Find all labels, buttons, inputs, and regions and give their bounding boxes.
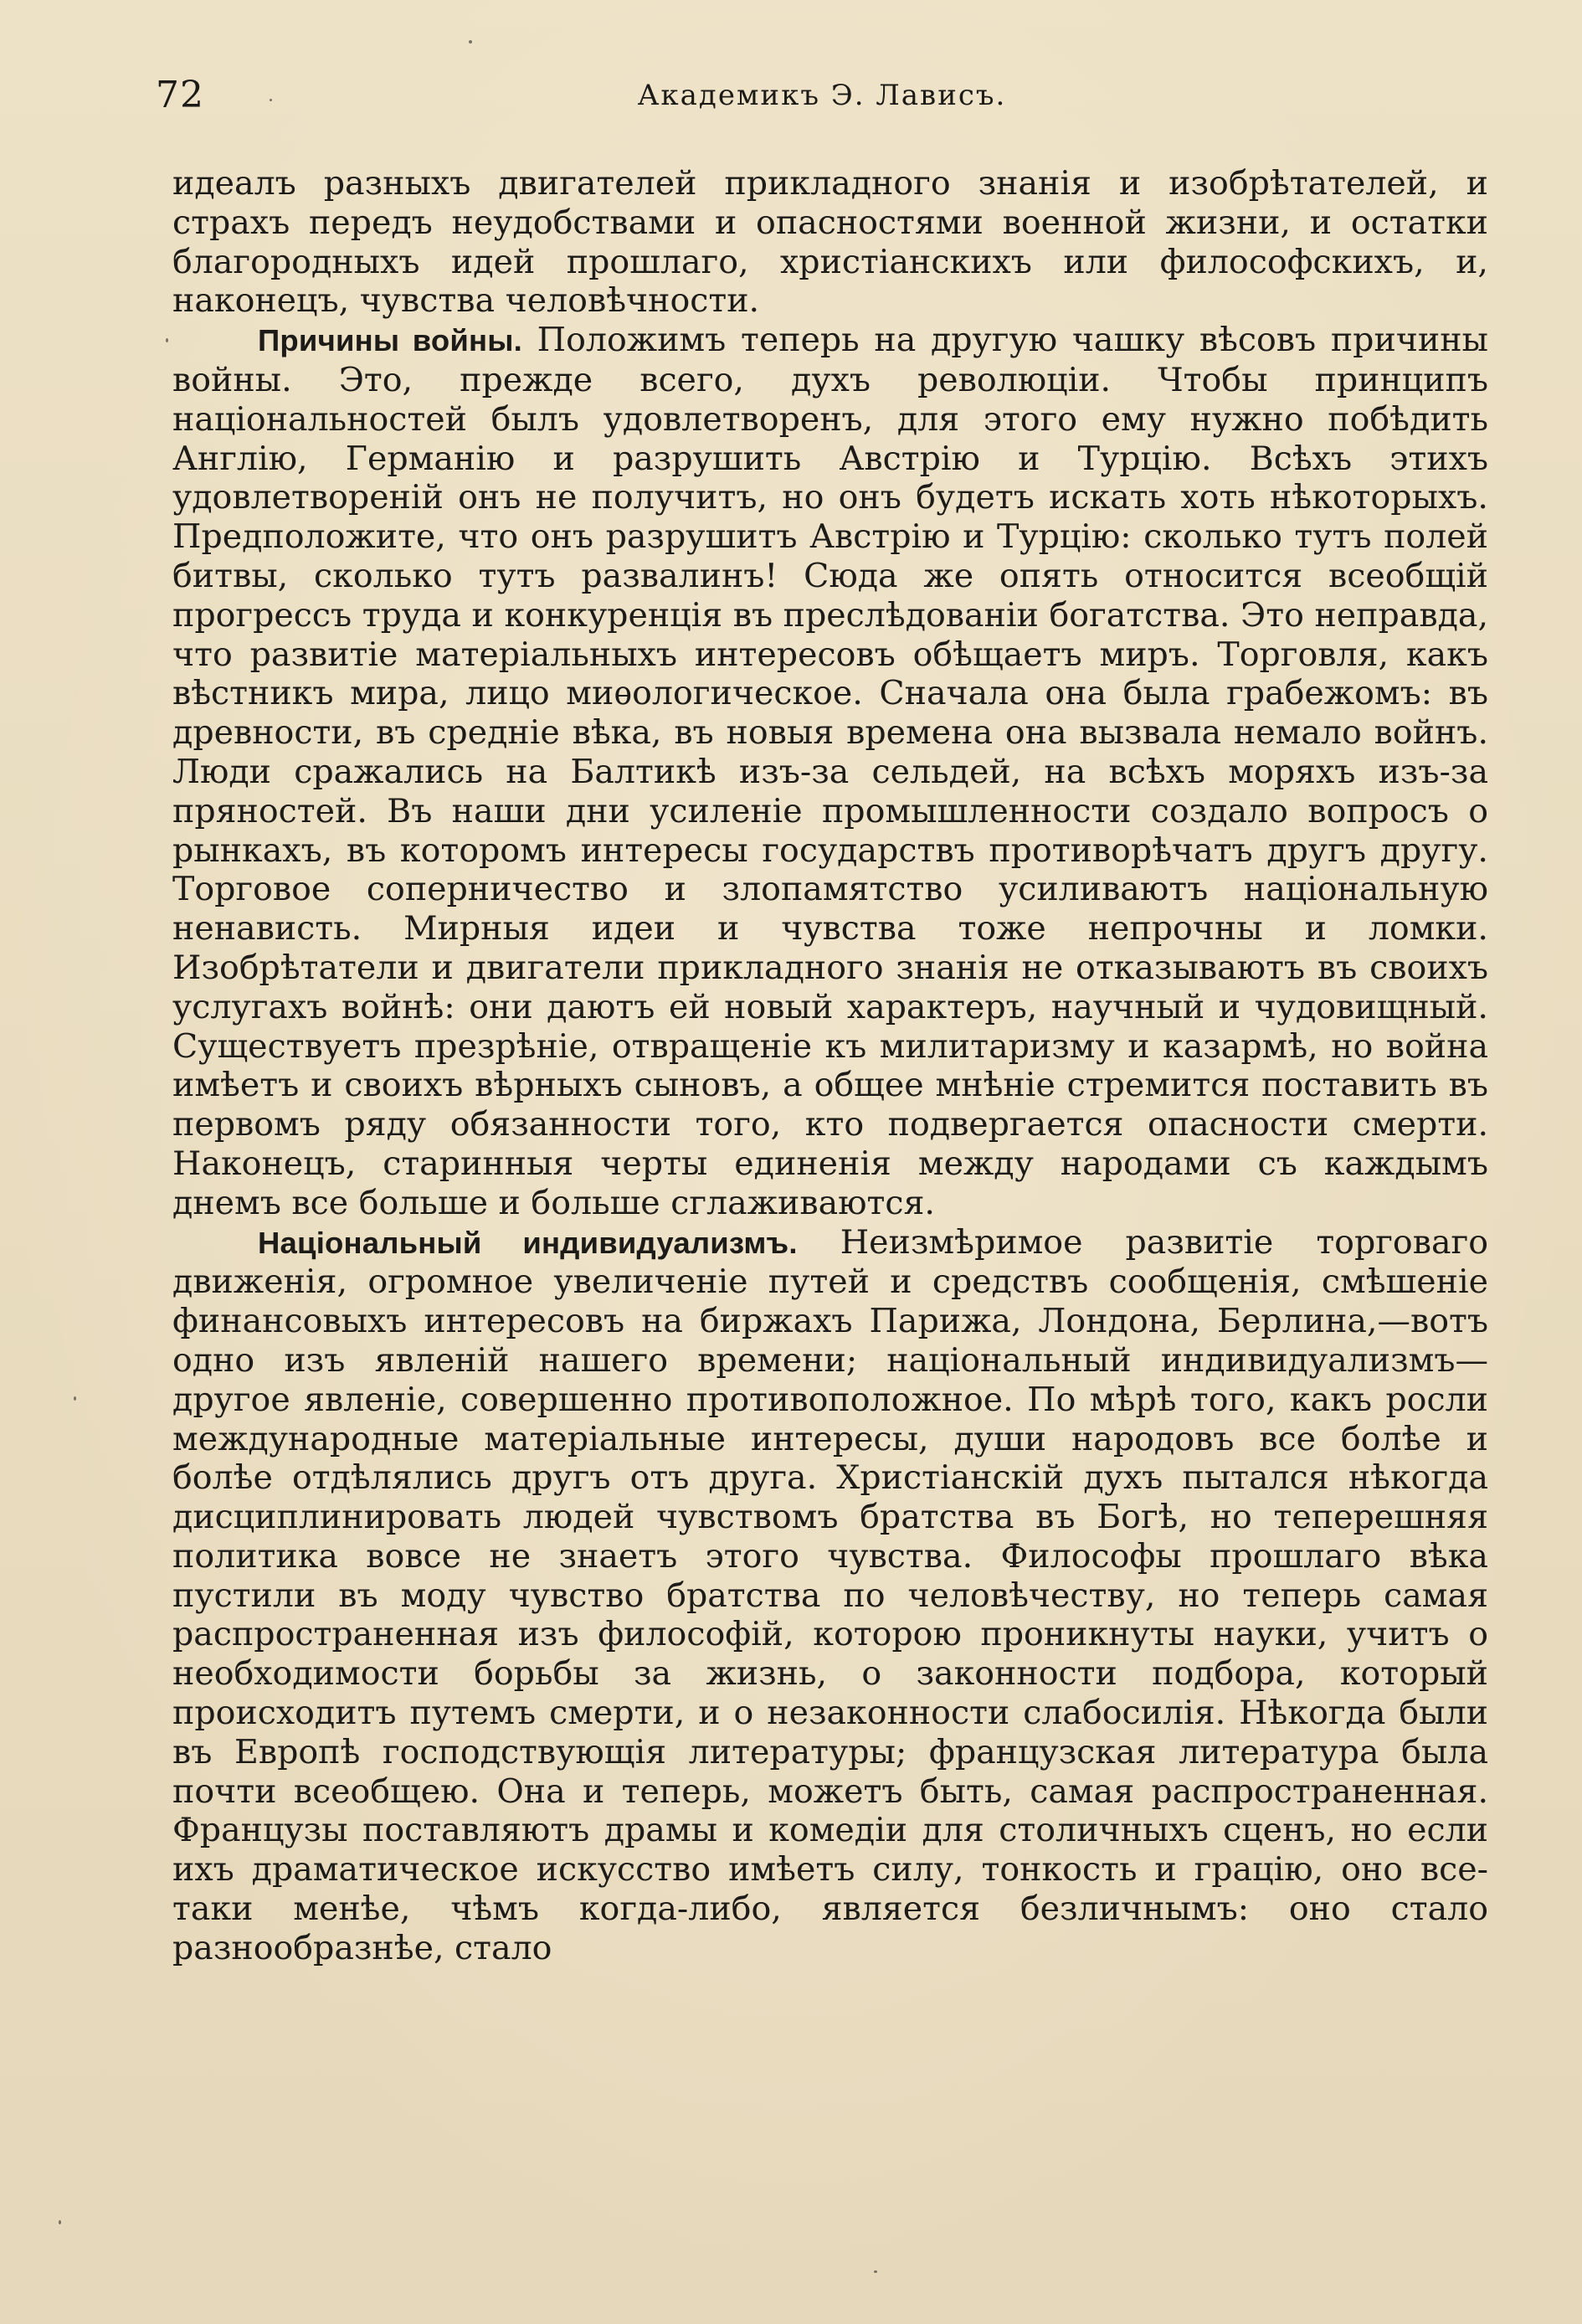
paragraph-text: Неизмѣримое развитіе торговаго движенія, огромное увеличеніе путей и средствъ сообщенія, смѣшеніе финансовыхъ интересовъ на биржахъ Парижа, Лондона, Берлина,—вотъ одно изъ явленій нашего времени; національный индивидуализмъ—другое явленіе, совершенно противоположное. По мѣрѣ того, какъ росли международные матеріальные интересы, души народовъ все болѣе и болѣе отдѣлялись другъ отъ друга. Христіанскій духъ пытался нѣкогда дисциплинировать людей чувствомъ братства въ Богѣ, но теперешняя политика вовсе не знаетъ этого чувства. Философы прошлаго вѣка пустили въ моду чувство братства по человѣчеству, но теперь самая распространенная изъ философій, которою проникнуты науки, учитъ о необходимости борьбы за жизнь, о законности подбора, который происходитъ путемъ смерти, и о незаконности слабосилія. Нѣкогда были въ Европѣ господствующія литературы; французская литература была почти всеобщею. Она и теперь, можетъ быть, самая распространенная. Французы поставляютъ драмы и комедіи для столичныхъ сценъ, но если ихъ драматическое искусство имѣетъ силу, тонкость и грацію, оно все-таки менѣе, чѣмъ когда-либо, является безличнымъ: оно стало разнообразнѣе, стало xyxy=(172,1222,1488,1967)
running-title: Академикъ Э. Лависъ. xyxy=(637,79,1007,112)
page-number: 72 xyxy=(156,74,204,116)
paragraph-text: Положимъ теперь на другую чашку вѣсовъ причины войны. Это, прежде всего, духъ революціи. Чтобы принципъ національностей былъ удовлетворенъ, для этого ему нужно побѣдить Англію, Германію и разрушить Австрію и Турцію. Всѣхъ этихъ удовлетвореній онъ не получитъ, но онъ будетъ искать хоть нѣкоторыхъ. Предположите, что онъ разрушитъ Австрію и Турцію: сколько тутъ полей битвы, сколько тутъ развалинъ! Сюда же опять относится всеобщій прогрессъ труда и конкуренція въ преслѣдованіи богатства. Это неправда, что развитіе матеріальныхъ интересовъ обѣщаетъ миръ. Торговля, какъ вѣстникъ мира, лицо миѳологическое. Сначала она была грабежомъ: въ древности, въ средніе вѣка, въ новыя времена она вызвала немало войнъ. Люди сражались на Балтикѣ изъ-за сельдей, на всѣхъ моряхъ изъ-за пряностей. Въ наши дни усиленіе промышленности создало вопросъ о рынкахъ, въ которомъ интересы государствъ противорѣчатъ другъ другу. Торговое соперничество и злопамятство усиливаютъ національную ненависть. Мирныя идеи и чувства тоже непрочны и ломки. Изобрѣтатели и двигатели прикладного знанія не отказываютъ въ своихъ услугахъ войнѣ: они даютъ ей новый характеръ, научный и чудовищный. Существуетъ презрѣніе, отвращеніе къ милитаризму и казармѣ, но война имѣетъ и своихъ вѣрныхъ сыновъ, а общее мнѣніе стремится поставить въ первомъ ряду обязанности того, кто подвергается опасности смерти. Наконецъ, старинныя черты единенія между народами съ каждымъ днемъ все больше и больше сглаживаются. xyxy=(172,321,1488,1222)
paper-speck xyxy=(469,40,472,44)
paper-speck xyxy=(74,1396,76,1401)
rubric-national-individualism: Національный индивидуализмъ. xyxy=(258,1225,798,1260)
body-text xyxy=(172,164,1488,1968)
paper-speck xyxy=(59,2220,61,2224)
paper-speck xyxy=(166,338,168,342)
paragraph-causes-of-war xyxy=(172,321,1488,1222)
paper-speck xyxy=(270,99,272,101)
paper-speck xyxy=(874,2270,877,2273)
paragraph-national-individualism xyxy=(172,1223,1488,1968)
rubric-causes-of-war: Причины войны. xyxy=(258,323,522,358)
running-head xyxy=(156,74,1488,124)
paragraph-continuation: идеалъ разныхъ двигателей прикладного знанія и изобрѣтателей, и страхъ передъ неудобствами и опасностями военной жизни, и остатки благородныхъ идей прошлаго, христіанскихъ или философскихъ, и, наконецъ, чувства человѣчности. xyxy=(172,164,1488,321)
